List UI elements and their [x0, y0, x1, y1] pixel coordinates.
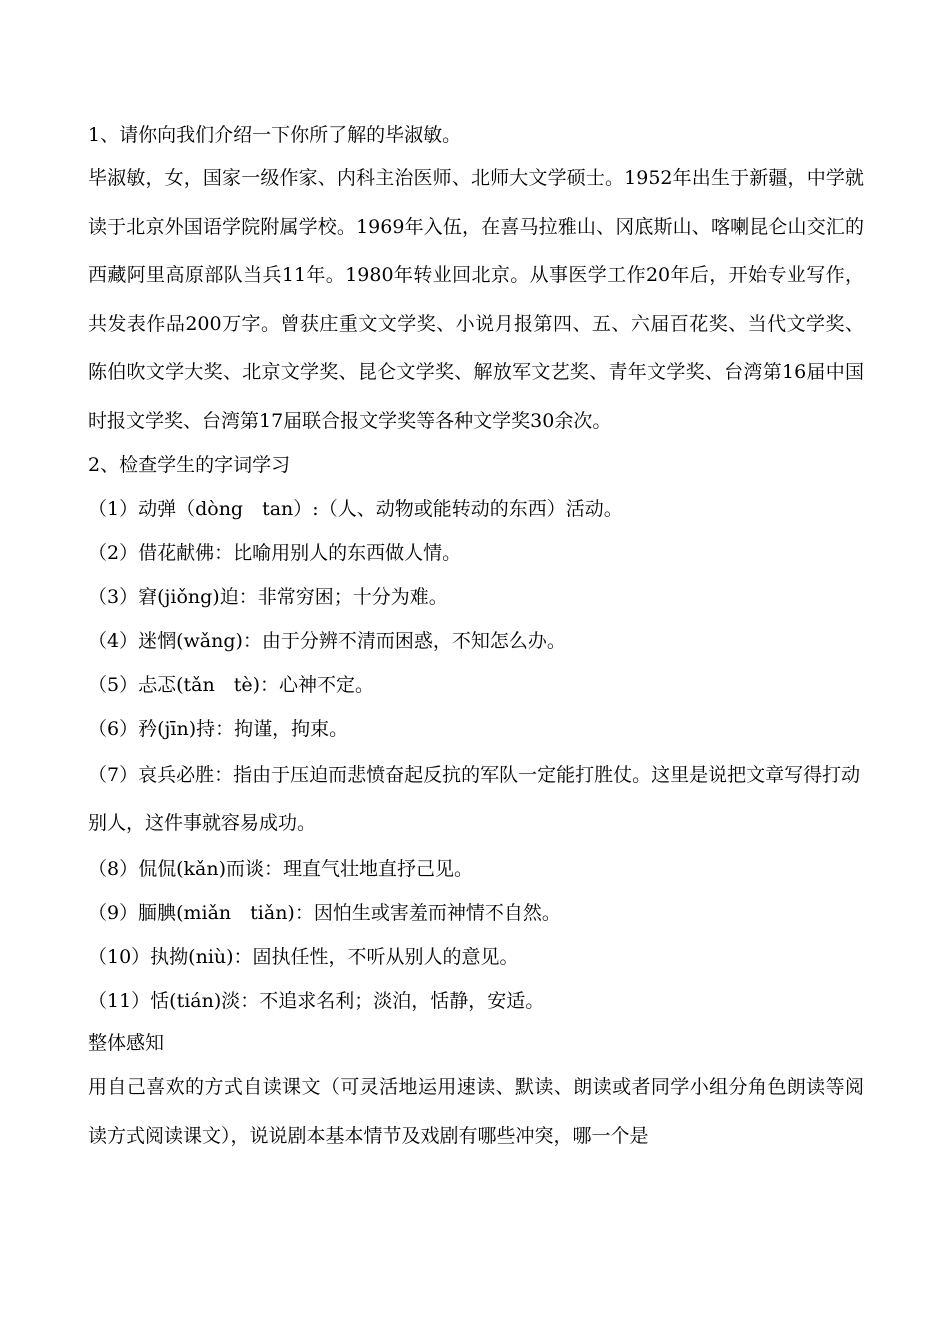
author-bio-paragraph: 毕淑敏，女，国家一级作家、内科主治医师、北师大文学硕士。1952年出生于新疆，中学就读于北京外国语学院附属学校。1969年入伍，在喜马拉雅山、冈底斯山、喀喇昆仑山交汇的西藏阿里高原部队当兵11年。1980年转业回北京。从事医学工作20年后，开始专业写作，共发表作品200万字。曾获庄重文文学奖、小说月报第四、五、六届百花奖、当代文学奖、陈伯吹文学大奖、北京文学奖、昆仑文学奖、解放军文艺奖、青年文学奖、台湾第16届中国时报文学奖、台湾第17届联合报文学奖等各种文学奖30余次。 — [88, 167, 864, 432]
overall-perception-paragraph: 用自己喜欢的方式自读课文（可灵活地运用速读、默读、朗读或者同学小组分角色朗读等阅读方式阅读课文），说说剧本基本情节及戏剧有哪些冲突，哪一个是 — [88, 1076, 864, 1147]
vocab-item-1: （1）动弹（dòng tan）:（人、动物或能转动的东西）活动。 — [88, 498, 623, 520]
vocab-item-9: （9）腼腆(miǎn tiǎn)：因怕生或害羞而神情不自然。 — [88, 902, 561, 924]
vocab-item-2: （2）借花献佛：比喻用别人的东西做人情。 — [88, 542, 462, 564]
vocab-item-5: （5）忐忑(tǎn tè)：心神不定。 — [88, 674, 374, 696]
vocab-item-3: （3）窘(jiǒng)迫：非常穷困；十分为难。 — [88, 586, 448, 608]
vocab-item-7: （7）哀兵必胜：指由于压迫而悲愤奋起反抗的军队一定能打胜仗。这里是说把文章写得打动别人，这件事就容易成功。 — [88, 764, 861, 834]
question-1: 1、请你向我们介绍一下你所了解的毕淑敏。 — [88, 124, 462, 146]
vocab-item-8: （8）侃侃(kǎn)而谈：理直气壮地直抒己见。 — [88, 858, 473, 880]
question-2-title: 2、检查学生的字词学习 — [88, 454, 291, 476]
vocab-item-4: （4）迷惘(wǎng)：由于分辨不清而困惑，不知怎么办。 — [88, 630, 566, 652]
vocab-item-6: （6）矜(jīn)持：拘谨，拘束。 — [88, 718, 349, 740]
vocab-item-10: （10）执拗(niù)：固执任性，不听从别人的意见。 — [88, 946, 519, 968]
overall-perception-title: 整体感知 — [88, 1032, 165, 1054]
document-page — [88, 118, 864, 1160]
vocab-list — [88, 487, 864, 1023]
vocab-item-11: （11）恬(tián)淡：不追求名利；淡泊，恬静，安适。 — [88, 990, 545, 1012]
